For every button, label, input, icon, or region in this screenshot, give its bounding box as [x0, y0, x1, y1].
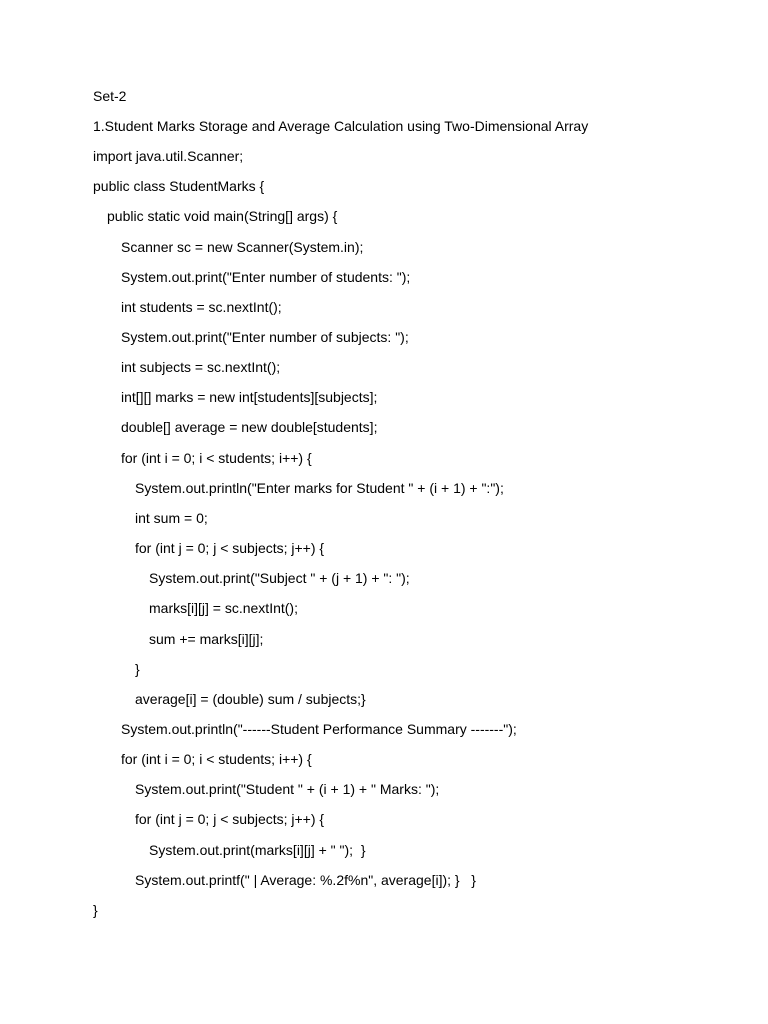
- code-line: int sum = 0;: [135, 510, 208, 526]
- code-line: int subjects = sc.nextInt();: [121, 359, 281, 375]
- code-line: System.out.print("Student " + (i + 1) + " Marks: ");: [135, 781, 440, 797]
- code-line: System.out.print("Subject " + (j + 1) + ": ");: [149, 570, 410, 586]
- code-line: System.out.println("------Student Performance Summary -------");: [121, 721, 517, 737]
- code-line: System.out.print(marks[i][j] + " "); }: [149, 842, 366, 858]
- code-line: marks[i][j] = sc.nextInt();: [149, 600, 298, 616]
- code-line: average[i] = (double) sum / subjects;}: [135, 691, 366, 707]
- document-heading: 1.Student Marks Storage and Average Calculation using Two-Dimensional Array: [93, 118, 589, 134]
- code-line: System.out.print("Enter number of subjects: ");: [121, 329, 409, 345]
- code-line: import java.util.Scanner;: [93, 148, 244, 164]
- code-line: for (int i = 0; i < students; i++) {: [121, 751, 312, 767]
- code-line: System.out.print("Enter number of students: ");: [121, 269, 411, 285]
- code-line: Scanner sc = new Scanner(System.in);: [121, 239, 364, 255]
- code-line: double[] average = new double[students];: [121, 419, 378, 435]
- code-line: System.out.println("Enter marks for Student " + (i + 1) + ":");: [135, 480, 504, 496]
- code-line: }: [135, 661, 140, 677]
- set-label: Set-2: [93, 88, 127, 104]
- code-line: int students = sc.nextInt();: [121, 299, 282, 315]
- code-line: for (int j = 0; j < subjects; j++) {: [135, 540, 325, 556]
- code-line: for (int j = 0; j < subjects; j++) {: [135, 811, 325, 827]
- code-line: sum += marks[i][j];: [149, 631, 264, 647]
- code-line: }: [93, 902, 98, 918]
- code-line: public class StudentMarks {: [93, 178, 265, 194]
- code-line: int[][] marks = new int[students][subjects];: [121, 389, 378, 405]
- code-line: public static void main(String[] args) {: [107, 208, 338, 224]
- code-line: for (int i = 0; i < students; i++) {: [121, 450, 312, 466]
- code-line: System.out.printf(" | Average: %.2f%n", average[i]); } }: [135, 872, 476, 888]
